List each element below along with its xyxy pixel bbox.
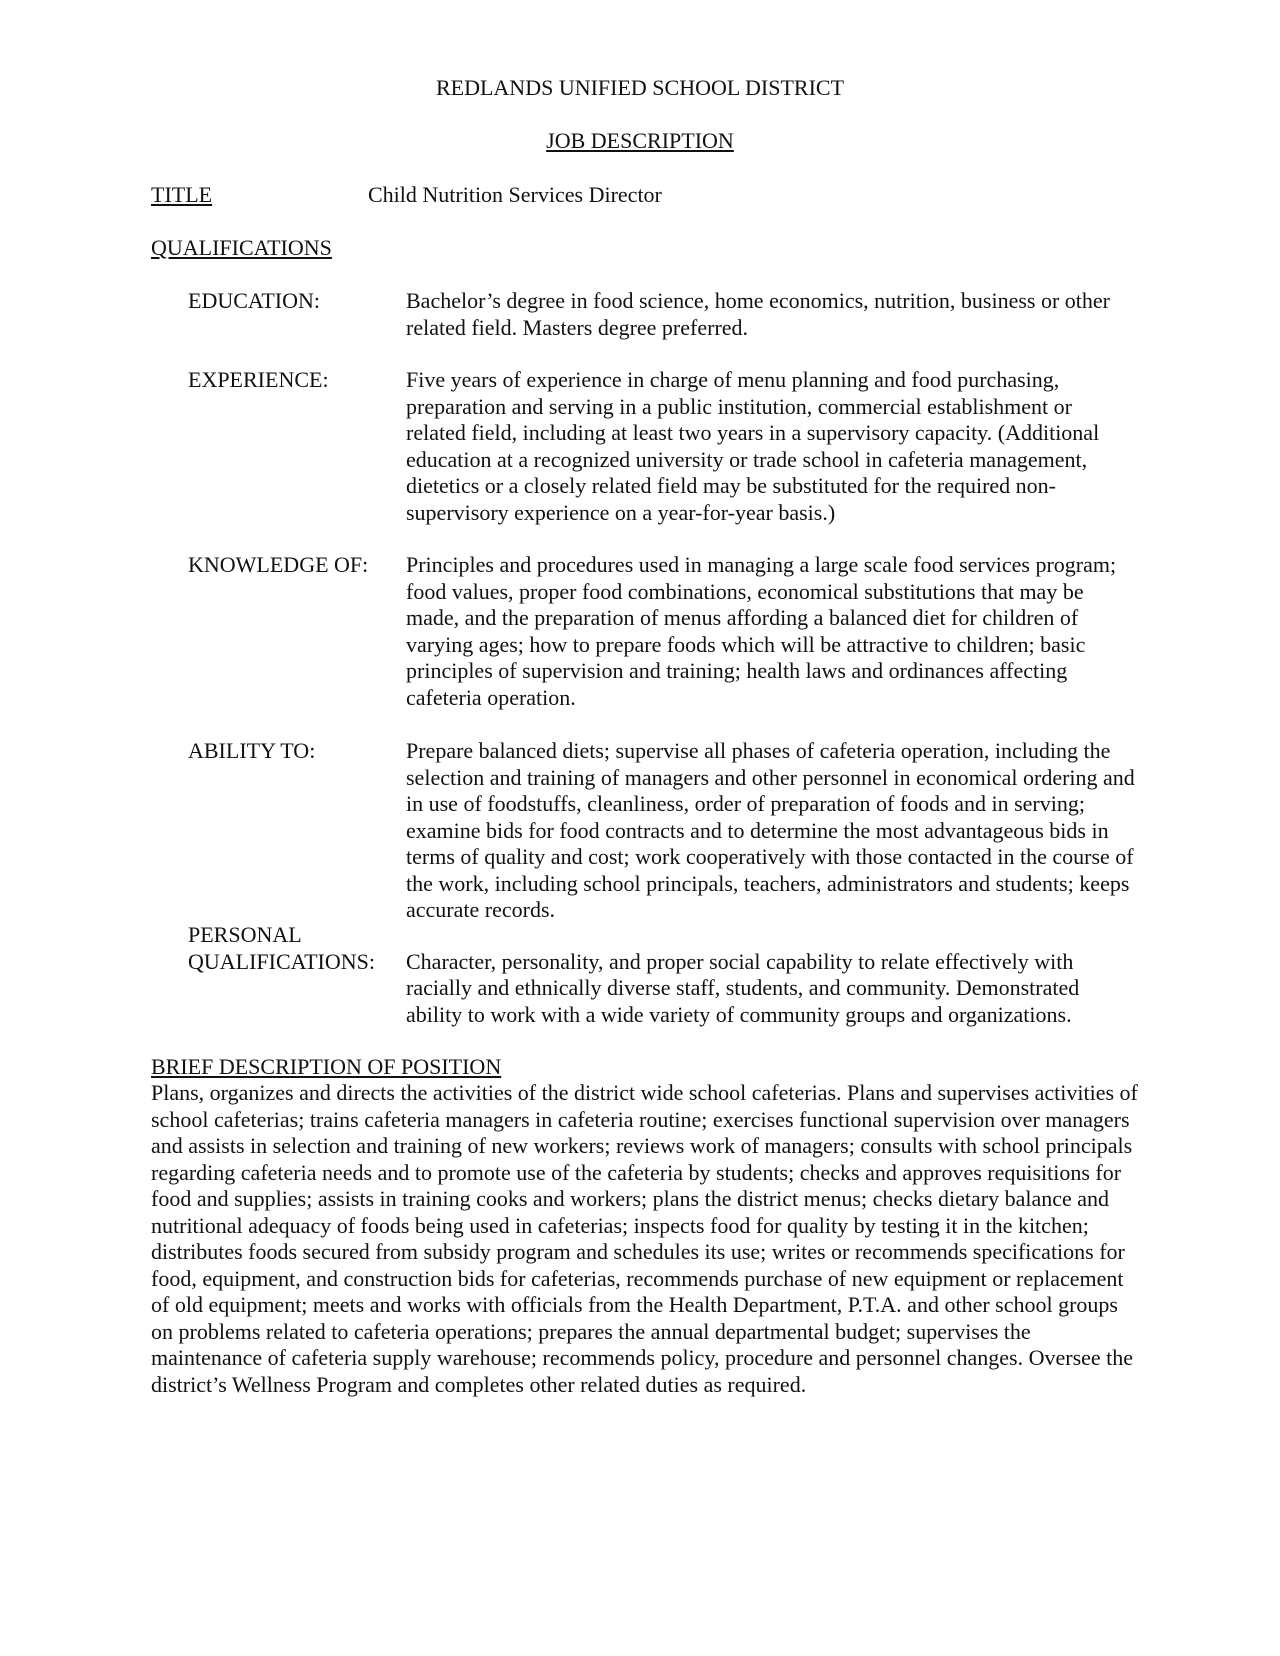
experience-label: EXPERIENCE:	[188, 367, 329, 392]
document-type-heading: JOB DESCRIPTION	[546, 128, 734, 153]
ability-label: ABILITY TO:	[188, 738, 316, 763]
knowledge-label: KNOWLEDGE OF:	[188, 552, 369, 577]
brief-description-heading: BRIEF DESCRIPTION OF POSITION	[151, 1054, 502, 1079]
ability-text: Prepare balanced diets; supervise all phases of cafeteria operation, including the selection and training of managers and other personnel in economical ordering and in use of foodstuffs, cleanliness, order of preparation of foods and in serving; examine bids for food contracts and to determine the most advantageous bids in terms of quality and cost; work cooperatively with those contacted in the course of the work, including school principals, teachers, administrators and students; keeps accurate records.	[406, 738, 1135, 922]
personal-qualifications-text: Character, personality, and proper social capability to relate effectively with racially and ethnically diverse staff, students, and community. Demonstrated ability to work with a wide variety of community groups and organizations.	[406, 948, 1080, 1027]
education-text: Bachelor’s degree in food science, home economics, nutrition, business or other related field. Masters degree preferred.	[406, 288, 1111, 340]
title-label: TITLE	[151, 182, 213, 207]
district-name: REDLANDS UNIFIED SCHOOL DISTRICT	[435, 75, 845, 100]
knowledge-text: Principles and procedures used in managing a large scale food services program; food values, proper food combinations, economical substitutions that may be made, and the preparation of menus affording a balanced diet for children of varying ages; how to prepare foods which will be attractive to children; basic principles of supervision and training; health laws and ordinances affecting cafeteria operation.	[406, 552, 1117, 710]
experience-text: Five years of experience in charge of menu planning and food purchasing, preparation and serving in a public institution, commercial establishment or related field, including at least two years in a supervisory capacity. (Additional education at a recognized university or trade school in cafeteria management, dietetics or a closely related field may be substituted for the required non-supervisory experience on a year-for-year basis.)	[406, 367, 1100, 525]
qualifications-heading: QUALIFICATIONS	[151, 235, 332, 260]
personal-label-line1: PERSONAL	[188, 922, 302, 947]
education-label: EDUCATION:	[188, 288, 320, 313]
personal-label-line2: QUALIFICATIONS:	[188, 948, 375, 974]
brief-description-text: Plans, organizes and directs the activities of the district wide school cafeterias. Plans and supervises activities of school cafeterias; trains cafeteria managers in cafeteria routine; exercises functional supervision over managers and assists in selection and training of new workers; reviews work of managers; consults with school principals regarding cafeteria needs and to promote use of the cafeteria by students; checks and approves requisitions for food and supplies; assists in training cooks and workers; plans the district menus; checks dietary balance and nutritional adequacy of foods being used in cafeterias; inspects food for quality by testing it in the kitchen; distributes foods secured from subsidy program and schedules its use; writes or recommends specifications for food, equipment, and construction bids for cafeterias, recommends purchase of new equipment or replacement of old equipment; meets and works with officials from the Health Department, P.T.A. and other school groups on problems related to cafeteria operations; prepares the annual departmental budget; supervises the maintenance of cafeteria supply warehouse; recommends policy, procedure and personnel changes. Oversee the district’s Wellness Program and completes other related duties as required.	[151, 1080, 1138, 1397]
job-title: Child Nutrition Services Director	[368, 182, 662, 207]
